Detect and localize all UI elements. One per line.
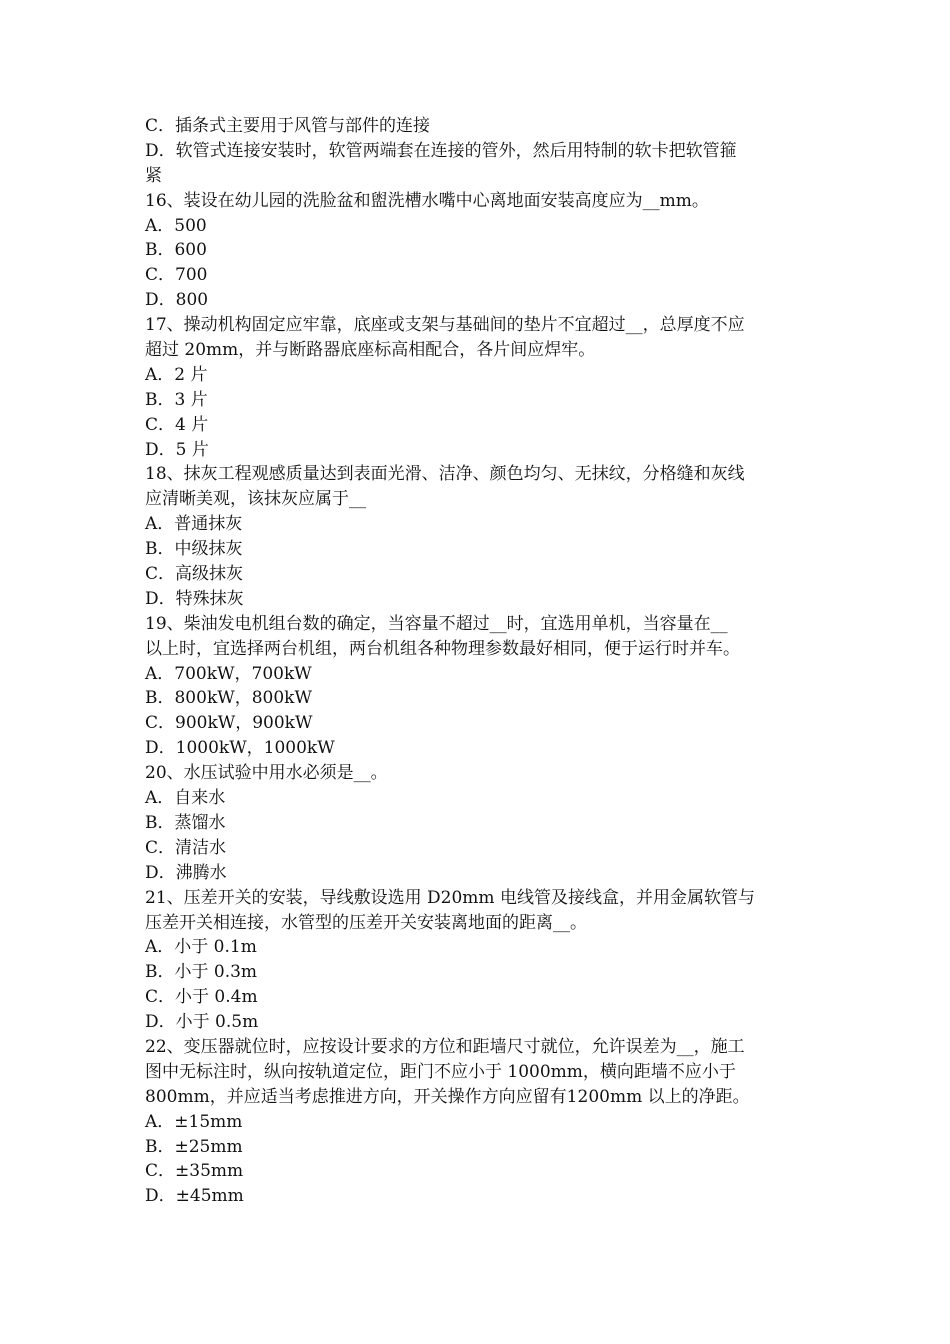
question-21 xyxy=(145,886,810,1035)
option-d: D．沸腾水 xyxy=(145,862,227,883)
question-16 xyxy=(145,189,810,313)
question-text-line: 17、操动机构固定应牢靠，底座或支架与基础间的垫片不宜超过__，总厚度不应 xyxy=(145,315,745,336)
option-d-line: D．软管式连接安装时，软管两端套在连接的管外，然后用特制的软卡把软管箍 xyxy=(145,140,737,161)
option-a: A．2 片 xyxy=(145,364,208,385)
option-a: A．±15mm xyxy=(145,1111,243,1132)
question-text-line: 18、抹灰工程观感质量达到表面光滑、洁净、颜色均匀、无抹纹，分格缝和灰线 xyxy=(145,464,745,485)
option-c: C．小于 0.4m xyxy=(145,987,258,1008)
question-text-line: 20、水压试验中用水必须是__。 xyxy=(145,763,388,784)
option-b: B．±25mm xyxy=(145,1136,243,1157)
option-a: A．700kW，700kW xyxy=(145,663,312,684)
option-c: C．±35mm xyxy=(145,1161,244,1182)
question-text-line: 以上时，宜选择两台机组，两台机组各种物理参数最好相同，便于运行时并车。 xyxy=(145,638,740,659)
option-a: A．自来水 xyxy=(145,788,226,809)
option-d: D．±45mm xyxy=(145,1186,244,1207)
question-text-line: 16、装设在幼儿园的洗脸盆和盥洗槽水嘴中心离地面安装高度应为__mm。 xyxy=(145,190,709,211)
question-text-line: 图中无标注时，纵向按轨道定位，距门不应小于 1000mm，横向距墙不应小于 xyxy=(145,1061,736,1082)
option-d: D．5 片 xyxy=(145,439,209,460)
option-a: A．小于 0.1m xyxy=(145,937,257,958)
previous-question-options xyxy=(145,114,810,189)
option-b: B．600 xyxy=(145,240,207,261)
option-d-line: 紧 xyxy=(145,165,162,186)
option-c: C．清洁水 xyxy=(145,837,227,858)
option-a: A．普通抹灰 xyxy=(145,514,243,535)
option-b: B．小于 0.3m xyxy=(145,962,258,983)
option-a: A．500 xyxy=(145,215,207,236)
question-18 xyxy=(145,462,810,611)
option-b: B．800kW，800kW xyxy=(145,688,312,709)
question-text-line: 19、柴油发电机组台数的确定，当容量不超过__时，宜选用单机，当容量在__ xyxy=(145,613,728,634)
option-b: B．3 片 xyxy=(145,389,208,410)
option-b: B．中级抹灰 xyxy=(145,539,243,560)
question-text-line: 压差开关相连接，水管型的压差开关安装离地面的距离__。 xyxy=(145,912,587,933)
question-19 xyxy=(145,612,810,761)
option-d: D．小于 0.5m xyxy=(145,1012,259,1033)
question-text-line: 超过 20mm，并与断路器底座标高相配合，各片间应焊牢。 xyxy=(145,340,596,361)
option-c-line: C．插条式主要用于风管与部件的连接 xyxy=(145,116,431,136)
question-text-line: 22、变压器就位时，应按设计要求的方位和距墙尺寸就位，允许误差为__，施工 xyxy=(145,1036,745,1057)
question-17 xyxy=(145,313,810,462)
document-page xyxy=(145,114,810,1209)
question-text-line: 应清晰美观，该抹灰应属于__ xyxy=(145,489,366,510)
option-d: D．特殊抹灰 xyxy=(145,588,244,609)
option-c: C．700 xyxy=(145,265,208,286)
option-c: C．4 片 xyxy=(145,414,209,435)
question-22 xyxy=(145,1035,810,1209)
question-text-line: 800mm，并应适当考虑推进方向，开关操作方向应留有1200mm 以上的净距。 xyxy=(145,1086,750,1107)
option-d: D．800 xyxy=(145,290,209,311)
question-text-line: 21、压差开关的安装，导线敷设选用 D20mm 电线管及接线盒，并用金属软管与 xyxy=(145,887,755,908)
option-b: B．蒸馏水 xyxy=(145,812,226,833)
option-c: C．高级抹灰 xyxy=(145,564,244,585)
question-20 xyxy=(145,761,810,885)
option-c: C．900kW，900kW xyxy=(145,713,313,734)
option-d: D．1000kW，1000kW xyxy=(145,738,335,759)
